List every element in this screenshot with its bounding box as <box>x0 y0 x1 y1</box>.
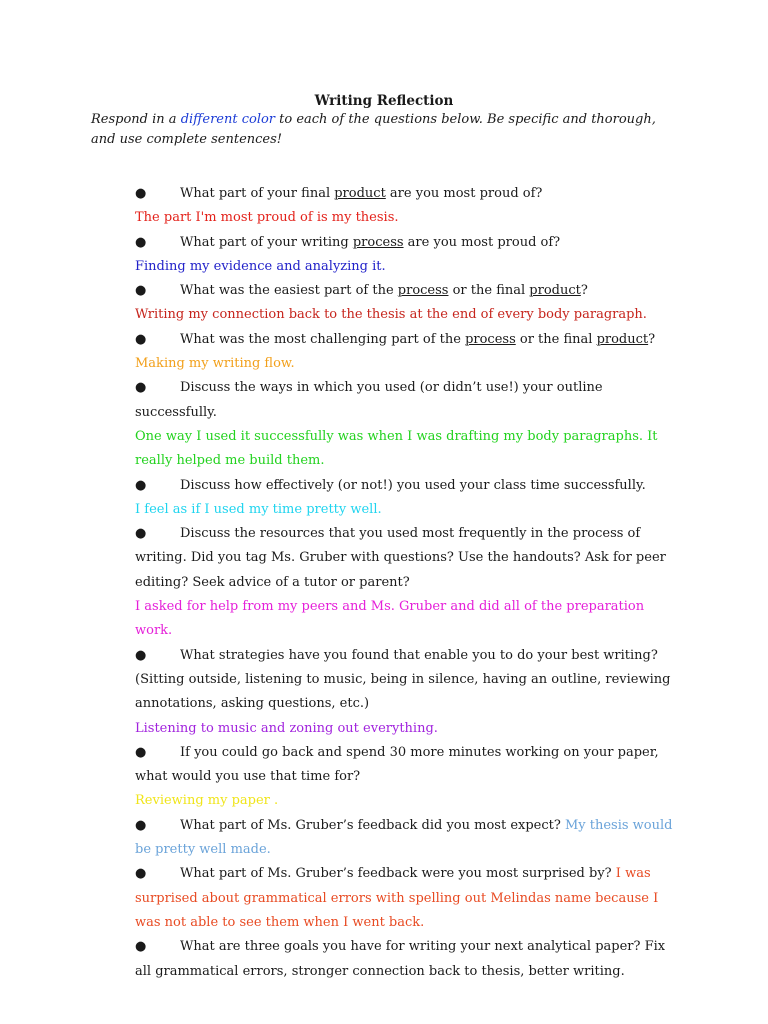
question-6 <box>135 474 680 498</box>
bullet: ● <box>135 939 147 955</box>
question-text: What was the easiest part of the <box>180 283 398 299</box>
underlined-term: product <box>334 186 386 201</box>
answer-5: One way I used it successfully was when I was drafting my body paragraphs. It really helped me build them. <box>135 428 658 469</box>
question-7 <box>135 522 680 595</box>
bullet: ● <box>135 380 147 396</box>
underlined-term: product <box>596 331 649 347</box>
underlined-term: process <box>352 234 404 250</box>
answer-3: Writing my connection back to the thesis at the end of every body paragraph. <box>135 307 647 323</box>
answer-2: Finding my evidence and analyzing it. <box>135 258 386 274</box>
question-text: Discuss the resources that you used most frequently in the process of writing. Did you tag Ms. Gruber with questions? Use the handouts? Ask for peer editing? Seek advice of a tutor or parent? <box>135 526 666 590</box>
answer-4: Making my writing flow. <box>135 356 295 372</box>
question-3 <box>135 279 680 303</box>
question-text: Discuss the ways in which you used (or didn’t use!) your outline successfully. <box>135 380 603 420</box>
answer-11: I was surprised about grammatical errors with spelling out Melindas name because I was not able to see them when I went back. <box>135 866 659 930</box>
answer-7: I asked for help from my peers and Ms. Gruber and did all of the preparation work. <box>135 599 645 639</box>
answer-6: I feel as if I used my time pretty well. <box>135 501 382 517</box>
underlined-term: process <box>397 283 449 299</box>
question-text: What was the most challenging part of the <box>180 331 466 347</box>
question-5 <box>135 376 680 425</box>
question-text: What are three goals you have for writing your next analytical paper? <box>180 939 641 955</box>
bullet: ● <box>135 283 147 299</box>
bullet: ● <box>135 744 147 760</box>
question-text: ? <box>648 331 656 347</box>
instructions-highlight: different color <box>180 112 276 127</box>
bullet: ● <box>135 526 147 542</box>
underlined-term: product <box>529 283 581 299</box>
question-list <box>135 182 680 984</box>
question-9 <box>135 741 680 790</box>
question-4 <box>135 328 680 352</box>
question-8 <box>135 644 680 717</box>
answer-12: Fix all grammatical errors, stronger connection back to thesis, better writing. <box>135 939 666 979</box>
bullet: ● <box>135 331 147 347</box>
bullet: ● <box>135 817 147 833</box>
bullet: ● <box>135 647 147 663</box>
question-2 <box>135 231 680 255</box>
bullet: ● <box>135 234 147 250</box>
answer-8: Listening to music and zoning out everything. <box>135 720 438 736</box>
question-1 <box>135 182 680 206</box>
document-title: Writing Reflection <box>314 93 454 109</box>
question-text: Discuss how effectively (or not!) you used your class time successfully. <box>180 477 646 493</box>
question-11 <box>135 862 680 935</box>
instructions-text-start: Respond in a <box>91 112 181 127</box>
question-text: What part of Ms. Gruber’s feedback did you most expect? <box>180 817 561 833</box>
question-text: What strategies have you found that enable you to do your best writing? (Sitting outside, listening to music, being in silence, having an outline, reviewing annotations, asking questions, etc.) <box>135 647 671 712</box>
underlined-term: process <box>465 331 516 347</box>
instructions-text-end: to each of the questions below. Be specific and thorough, and use complete sentences! <box>91 112 656 147</box>
question-text: If you could go back and spend 30 more minutes working on your paper, what would you use that time for? <box>135 744 659 785</box>
answer-1: The part I'm most proud of is my thesis. <box>135 210 399 226</box>
question-text: What part of your final <box>180 186 335 201</box>
question-text: What part of your writing <box>180 234 353 250</box>
question-10 <box>135 814 680 863</box>
question-text: are you most proud of? <box>385 186 543 201</box>
answer-9: Reviewing my paper . <box>135 793 279 809</box>
answer-10: My thesis would be pretty well made. <box>135 817 673 858</box>
question-text: ? <box>580 283 588 299</box>
question-text: or the final <box>448 283 530 299</box>
question-text: or the final <box>515 331 597 347</box>
instructions <box>91 110 681 150</box>
bullet: ● <box>135 477 147 493</box>
question-text: What part of Ms. Gruber’s feedback were you most surprised by? <box>180 866 612 882</box>
question-12 <box>135 935 680 984</box>
bullet: ● <box>135 186 147 201</box>
question-text: are you most proud of? <box>403 234 561 250</box>
bullet: ● <box>135 866 147 882</box>
